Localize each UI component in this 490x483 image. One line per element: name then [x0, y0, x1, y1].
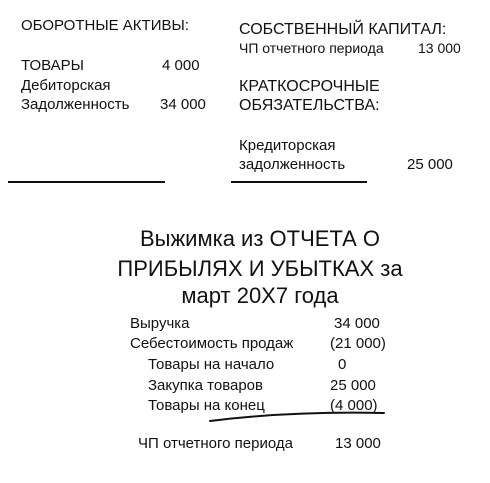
equity-net-profit-value: 13 000 — [418, 40, 461, 56]
liabilities-heading-line2: ОБЯЗАТЕЛЬСТВА: — [239, 97, 380, 114]
assets-heading: ОБОРОТНЫЕ АКТИВЫ: — [21, 17, 189, 34]
payables-label-line1: Кредиторская — [239, 137, 336, 154]
payables-label-line2: задолженность — [239, 156, 346, 173]
cogs-value: (21 000) — [330, 335, 386, 352]
goods-label: ТОВАРЫ — [21, 57, 84, 74]
payables-value: 25 000 — [407, 156, 453, 173]
equity-heading: СОБСТВЕННЫЙ КАПИТАЛ: — [239, 21, 447, 38]
equity-net-profit-label: ЧП отчетного периода — [239, 40, 384, 56]
purchases-label: Закупка товаров — [148, 377, 263, 394]
net-profit-value: 13 000 — [335, 435, 381, 452]
income-statement-title-line2: ПРИБЫЛЯХ И УБЫТКАХ за — [117, 256, 403, 281]
opening-inventory-value: 0 — [338, 356, 347, 373]
receivables-label-line2: Задолженность — [21, 96, 130, 113]
goods-value: 4 000 — [162, 57, 200, 74]
cogs-label: Себестоимость продаж — [130, 335, 294, 352]
opening-inventory-label: Товары на начало — [148, 356, 275, 373]
purchases-value: 25 000 — [330, 377, 376, 394]
receivables-value: 34 000 — [160, 96, 206, 113]
income-statement-title-line3: март 20Х7 года — [181, 283, 339, 308]
net-profit-label: ЧП отчетного периода — [138, 435, 293, 452]
closing-inventory-value: (4 000) — [330, 397, 378, 414]
revenue-value: 34 000 — [334, 315, 380, 332]
receivables-label-line1: Дебиторская — [21, 77, 111, 94]
liabilities-heading-line1: КРАТКОСРОЧНЫЕ — [239, 78, 380, 95]
revenue-label: Выручка — [130, 315, 190, 332]
income-statement-title-line1: Выжимка из ОТЧЕТА О — [139, 226, 381, 251]
closing-inventory-label: Товары на конец — [148, 397, 265, 414]
